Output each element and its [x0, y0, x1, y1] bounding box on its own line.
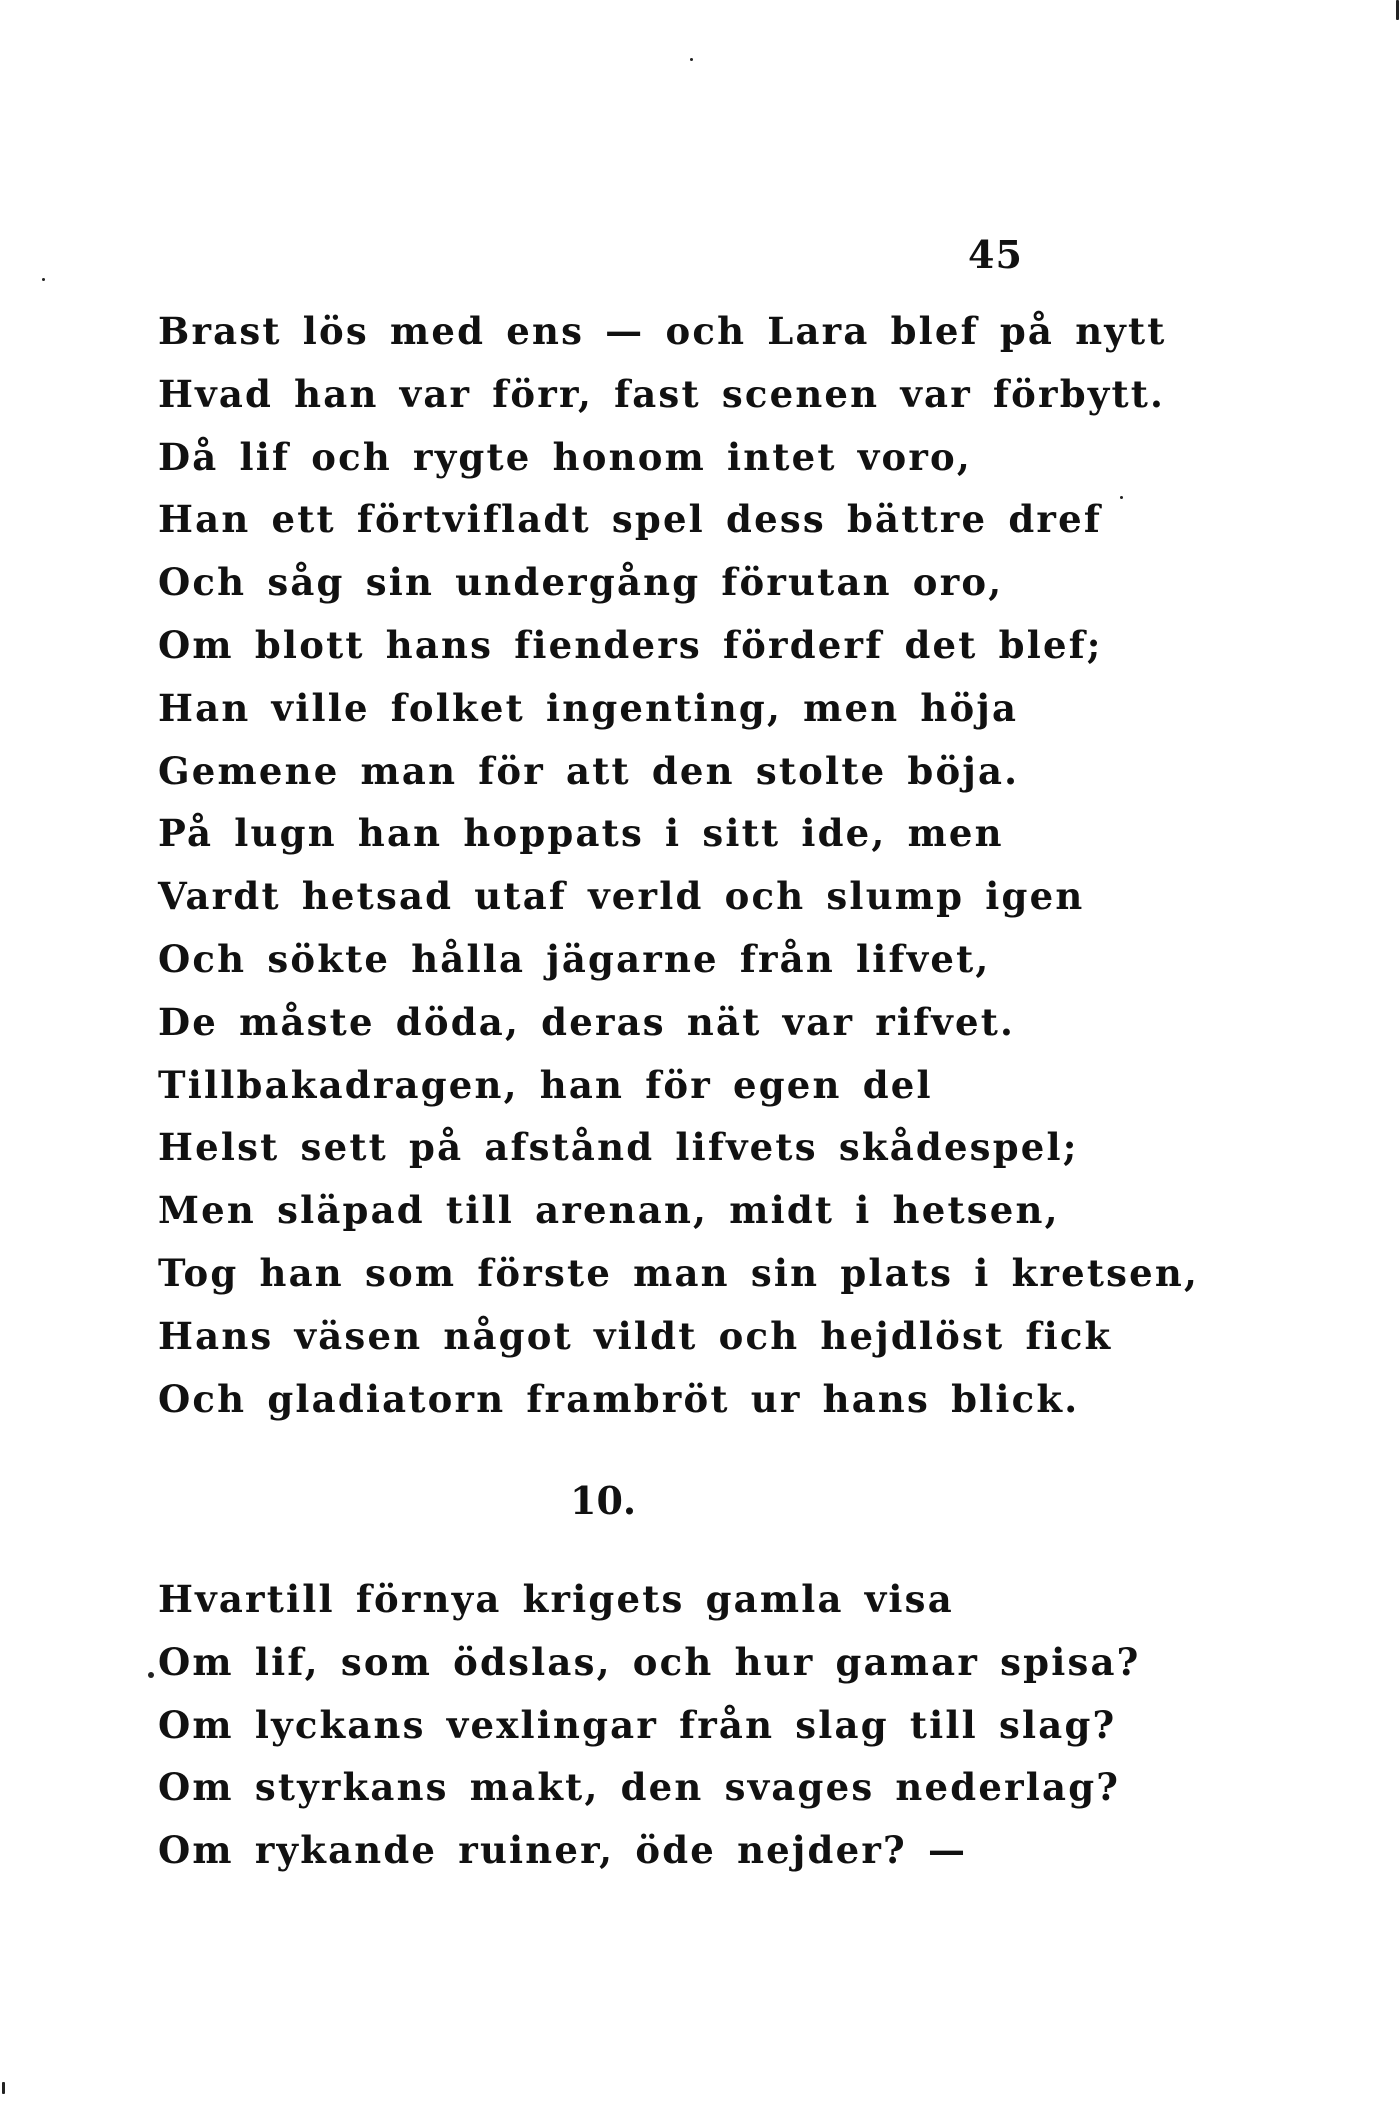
poem-line: Och såg sin undergång förutan oro,: [158, 560, 1004, 605]
poem-line: Och sökte hålla jägarne från lifvet,: [158, 936, 991, 981]
poem-line: Tillbakadragen, han för egen del: [158, 1062, 933, 1107]
poem-line: De måste döda, deras nät var rifvet.: [158, 999, 1016, 1044]
poem-line: Tog han som förste man sin plats i kretsen,: [158, 1250, 1200, 1295]
poem-line: Gemene man för att den stolte böja.: [158, 748, 1020, 793]
poem-line: Han ett förtvifladt spel dess bättre dref: [158, 497, 1102, 542]
poem-line: Och gladiatorn frambröt ur hans blick.: [158, 1376, 1080, 1421]
poem-line: Om lif, som ödslas, och hur gamar spisa?: [158, 1639, 1141, 1684]
scan-speck: [42, 278, 45, 281]
poem-line: Om rykande ruiner, öde nejder? —: [158, 1828, 968, 1873]
poem-line: Vardt hetsad utaf verld och slump igen: [158, 874, 1085, 919]
scan-speck: [690, 58, 693, 61]
section-number: 10.: [570, 1478, 637, 1523]
poem-line: Hvartill förnya krigets gamla visa: [158, 1577, 954, 1621]
scan-speck: [2, 2082, 5, 2094]
poem-line: Brast lös med ens — och Lara blef på nytt: [158, 309, 1167, 353]
scan-speck: [1120, 496, 1123, 499]
poem-stanza-2: [158, 1568, 1141, 1882]
poem-line: På lugn han hoppats i sitt ide, men: [158, 811, 1004, 856]
poem-line: Om lyckans vexlingar från slag till slag?: [158, 1702, 1117, 1747]
poem-line: Om blott hans fienders förderf det blef;: [158, 622, 1103, 667]
scan-speck: [1396, 0, 1399, 20]
poem-line: Men släpad till arenan, midt i hetsen,: [158, 1188, 1060, 1233]
poem-line: Han ville folket ingenting, men höja: [158, 685, 1019, 730]
poem-line: Helst sett på afstånd lifvets skådespel;: [158, 1125, 1079, 1170]
poem-line: Hans väsen något vildt och hejdlöst fick: [158, 1313, 1113, 1358]
poem-line: Om styrkans makt, den svages nederlag?: [158, 1765, 1121, 1810]
scan-speck: [148, 1672, 154, 1678]
page-number: 45: [968, 232, 1023, 277]
poem-stanza-1: [158, 300, 1199, 1430]
poem-line: Hvad han var förr, fast scenen var förbytt.: [158, 371, 1166, 416]
poem-line: Då lif och rygte honom intet voro,: [158, 434, 972, 479]
